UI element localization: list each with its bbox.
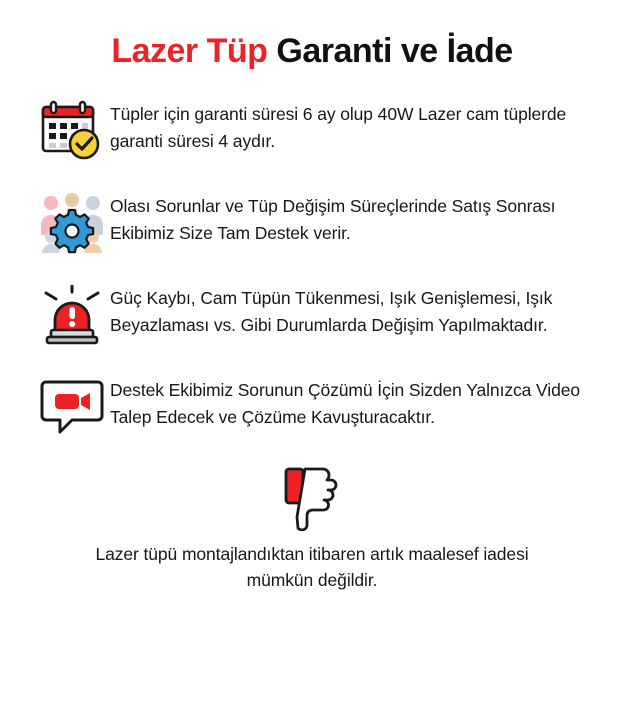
list-item-text: Tüpler için garanti süresi 6 ay olup 40W Lazer cam tüplerde garanti süresi 4 aydır. bbox=[110, 104, 567, 151]
calendar-check-icon bbox=[34, 95, 110, 167]
page-title bbox=[0, 0, 624, 81]
list-item-text: Olası Sorunlar ve Tüp Değişim Süreçlerinde Satış Sonrası Ekibimiz Size Tam Destek verir. bbox=[110, 196, 556, 243]
page-title-accent: Lazer Tüp bbox=[111, 32, 268, 70]
support-team-icon bbox=[34, 187, 110, 259]
list-item bbox=[34, 279, 590, 351]
info-item-list bbox=[0, 81, 624, 443]
list-item-text: Destek Ekibimiz Sorunun Çözümü İçin Sizden Yalnızca Video Talep Edecek ve Çözüme Kavuşturacaktır. bbox=[110, 380, 580, 427]
page-title-rest: Garanti ve İade bbox=[267, 32, 513, 70]
list-item bbox=[34, 187, 590, 259]
footer-text: Lazer tüpü montajlandıktan itibaren artık maalesef iadesi mümkün değildir. bbox=[95, 544, 529, 591]
footer-note bbox=[0, 463, 624, 594]
list-item bbox=[34, 95, 590, 167]
list-item-text: Güç Kaybı, Cam Tüpün Tükenmesi, Işık Genişlemesi, Işık Beyazlaması vs. Gibi Durumlarda Değişim Yapılmaktadır. bbox=[110, 288, 553, 335]
video-chat-icon bbox=[34, 371, 110, 443]
alarm-siren-icon bbox=[34, 279, 110, 351]
thumbs-down-icon bbox=[0, 463, 624, 535]
list-item bbox=[34, 371, 590, 443]
